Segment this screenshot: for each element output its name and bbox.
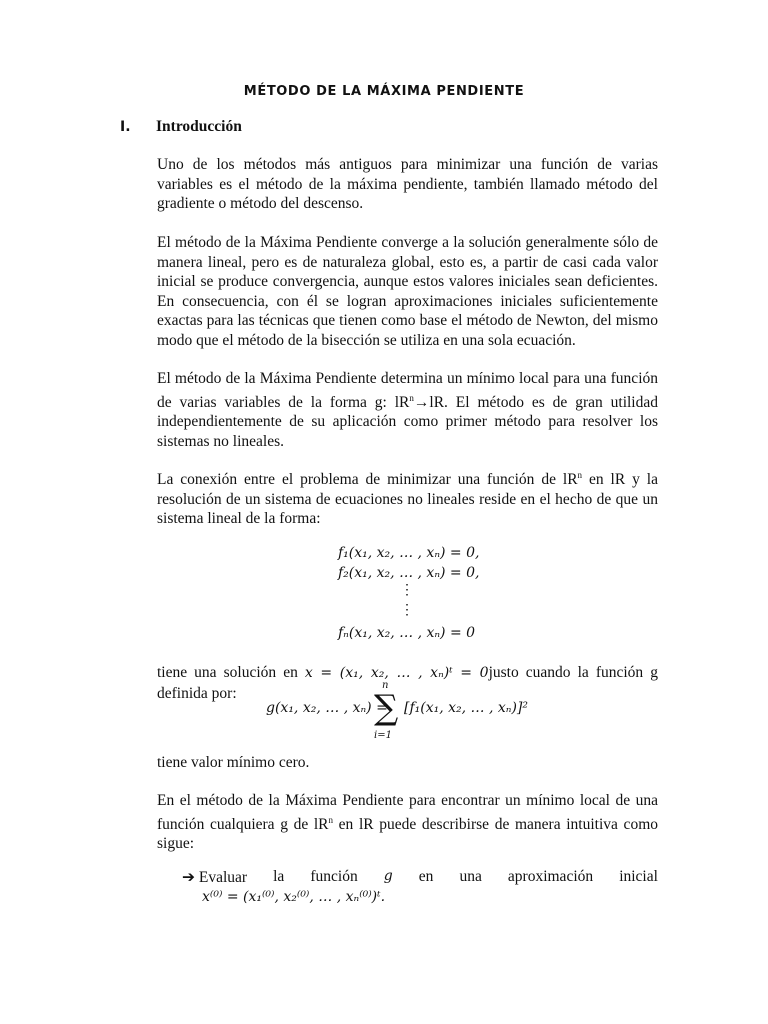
paragraph-4-superscript: n: [577, 470, 583, 480]
vertical-dots-1: ⋮: [400, 582, 414, 598]
sum-equation: [266, 680, 528, 741]
paragraph-2: El método de la Máxima Pendiente converge a la solución generalmente sólo de manera lineal, pero es de naturaleza global, esto es, a partir de casi cada valor inicial se produce convergencia, aunque estos valores iniciales sean deficientes. En consecuencia, con él se logran aproximaciones iniciales suficientemente exactas para las técnicas que tienen como base el método de Newton, del mismo modo que el método de la bisección se utiliza en una sola ecuación.: [157, 234, 658, 349]
sum-rhs: [f₁(x₁, x₂, … , xₙ)]²: [404, 700, 528, 716]
paragraph-7: [157, 791, 658, 854]
paragraph-4-part-a: La conexión entre el problema de minimizar una función de lR: [157, 471, 578, 489]
paragraph-5-part-a: tiene una solución en: [157, 664, 305, 681]
document-title: MÉTODO DE LA MÁXIMA PENDIENTE: [243, 84, 525, 99]
bullet-word: la: [273, 868, 285, 885]
bullet-item: [182, 868, 658, 905]
sum-lhs: g(x₁, x₂, … , xₙ) =: [266, 700, 388, 716]
bullet-word: en: [418, 868, 434, 885]
section-title: Introducción: [156, 118, 242, 135]
bullet-word: inicial: [619, 868, 658, 885]
vertical-dots-2: ⋮: [400, 602, 414, 618]
paragraph-4-part-b: en lR y la resolución de un sistema de ecuaciones no lineales reside en el hecho de que un sistema lineal de la forma:: [157, 471, 658, 528]
bullet-word: función: [310, 868, 358, 885]
paragraph-3-part-b: →lR. El método es de gran utilidad independientemente de su aplicación como primer método para resolver los sistemas no lineales.: [157, 393, 658, 450]
paragraph-5-math: x = (x₁, x₂, … , xₙ)ᵗ = 0: [304, 665, 489, 681]
paragraph-7-part-b: en lR puede describirse de manera intuitiva como sigue:: [157, 815, 658, 853]
paragraph-7-superscript: n: [328, 814, 334, 825]
arrow-icon: ➔ Evaluar: [182, 869, 248, 886]
initial-approximation-math: x⁽⁰⁾ = (x₁⁽⁰⁾, x₂⁽⁰⁾, … , xₙ⁽⁰⁾)ᵗ.: [202, 889, 386, 905]
paragraph-3-part-a: El método de la Máxima Pendiente determina un mínimo local para una función de varias variables de la forma g: lR: [157, 370, 658, 411]
paragraph-6: tiene valor mínimo cero.: [157, 754, 310, 771]
paragraph-5: [157, 663, 658, 703]
sum-lower-limit: i=1: [374, 730, 392, 741]
paragraph-5-part-b: justo cuando la función g definida por:: [157, 664, 658, 702]
paragraph-7-part-a: En el método de la Máxima Pendiente para encontrar un mínimo local de una función cualquiera g de lR: [157, 792, 658, 833]
section-number: I.: [120, 119, 131, 135]
sum-upper-limit: n: [382, 680, 389, 691]
bullet-word: aproximación: [507, 868, 594, 885]
equation-fn: fₙ(x₁, x₂, … , xₙ) = 0: [338, 625, 476, 641]
bullet-row: [182, 868, 658, 887]
sigma-symbol: ∑: [374, 688, 399, 728]
bullet-word: g: [383, 868, 393, 884]
section-heading: [120, 118, 242, 136]
paragraph-4: [157, 466, 658, 529]
paragraph-1: Uno de los métodos más antiguos para minimizar una función de varias variables es el método de la máxima pendiente, también llamado método del gradiente o método del descenso.: [157, 156, 658, 213]
equation-f2: f₂(x₁, x₂, … , xₙ) = 0,: [338, 565, 480, 581]
paragraph-3: [157, 369, 658, 452]
equation-f1: f₁(x₁, x₂, … , xₙ) = 0,: [338, 545, 480, 561]
paragraph-3-superscript: n: [409, 392, 414, 403]
bullet-word: una: [459, 868, 482, 885]
